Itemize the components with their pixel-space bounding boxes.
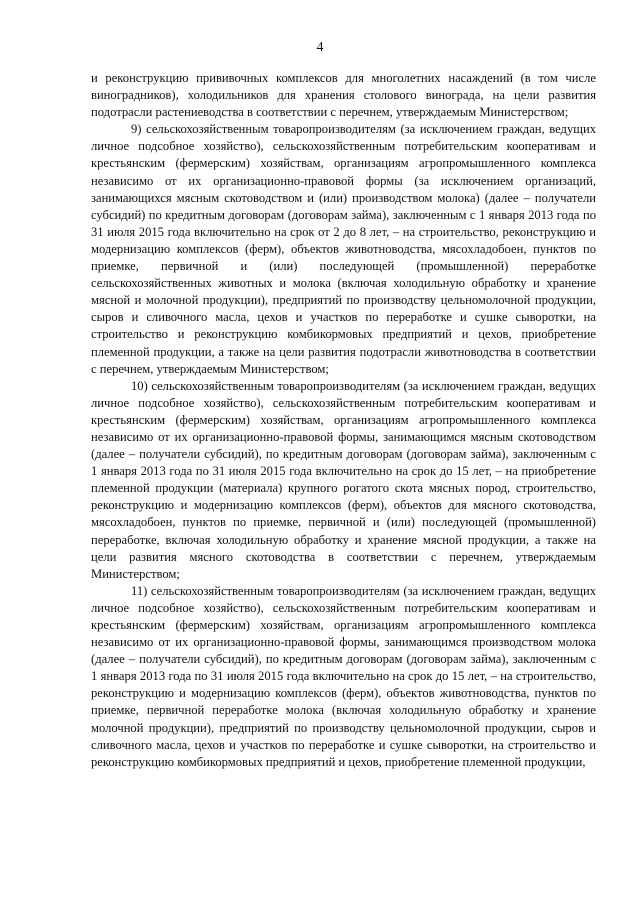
paragraph-item-10: 10) сельскохозяйственным товаропроизводителям (за исключением граждан, ведущих личное подсобное хозяйство), сельскохозяйственным потребительским кооперативам и крестьянским (фермерским) хозяйствам, организациям агропромышленного комплекса независимо от их организационно-правовой формы, занимающимся мясным скотоводством (далее – получатели субсидий), по кредитным договорам (договорам займа), заключенным с 1 января 2013 года по 31 июля 2015 года включительно на срок до 15 лет, – на приобретение племенной продукции (материала) крупного рогатого скота мясных пород, строительство, реконструкцию и модернизацию комплексов (ферм), объектов для мясного скотоводства, мясохладобоен, пунктов по приемке, первичной и (или) последующей (промышленной) переработке, включая холодильную обработку и хранение мясной продукции, а также на цели развития мясного скотоводства в соответствии с перечнем, утверждаемым Министерством; <box>91 378 596 581</box>
page-number: 4 <box>316 40 324 55</box>
paragraph-item-11: 11) сельскохозяйственным товаропроизводителям (за исключением граждан, ведущих личное подсобное хозяйство), сельскохозяйственным потребительским кооперативам и крестьянским (фермерским) хозяйствам, организациям агропромышленного комплекса независимо от их организационно-правовой формы, занимающимся производством молока (далее – получатели субсидий), по кредитным договорам (договорам займа), заключенным с 1 января 2013 года по 31 июля 2015 года включительно на срок до 15 лет, – на строительство, реконструкцию и модернизацию комплексов (ферм), объектов животноводства, пунктов по приемке, первичной переработке молока (включая холодильную обработку и хранение молочной продукции), предприятий по производству цельномолочной продукции, сыров и сливочного масла, цехов и участков по переработке и сушке сыворотки, на строительство и реконструкцию комбикормовых предприятий и цехов, приобретение племенной продукции, <box>91 583 596 769</box>
paragraph-continuation: и реконструкцию прививочных комплексов для многолетних насаждений (в том числе виноградников), холодильников для хранения столового винограда, на цели развития подотрасли растениеводства в соответствии с перечнем, утверждаемым Министерством; <box>91 71 596 120</box>
document-body <box>91 70 596 771</box>
paragraph-item-9: 9) сельскохозяйственным товаропроизводителям (за исключением граждан, ведущих личное подсобное хозяйство), сельскохозяйственным потребительским кооперативам и крестьянским (фермерским) хозяйствам, организациям агропромышленного комплекса независимо от их организационно-правовой формы (за исключением организаций, занимающихся мясным скотоводством и (или) производством молока) (далее – получатели субсидий) по кредитным договорам (договорам займа), заключенным с 1 января 2013 года по 31 июля 2015 года включительно на срок от 2 до 8 лет, – на строительство, реконструкцию и модернизацию комплексов (ферм), объектов животноводства, мясохладобоен, пунктов по приемке, первичной и (или) последующей (промышленной) переработке сельскохозяйственных животных и молока (включая холодильную обработку и хранение мясной и молочной продукции), предприятий по производству цельномолочной продукции, сыров и сливочного масла, цехов и участков по переработке и сушке сыворотки, на строительство и реконструкцию комбикормовых предприятий и цехов, приобретение племенной продукции, а также на цели развития подотрасли животноводства в соответствии с перечнем, утверждаемым Министерством; <box>91 122 596 376</box>
